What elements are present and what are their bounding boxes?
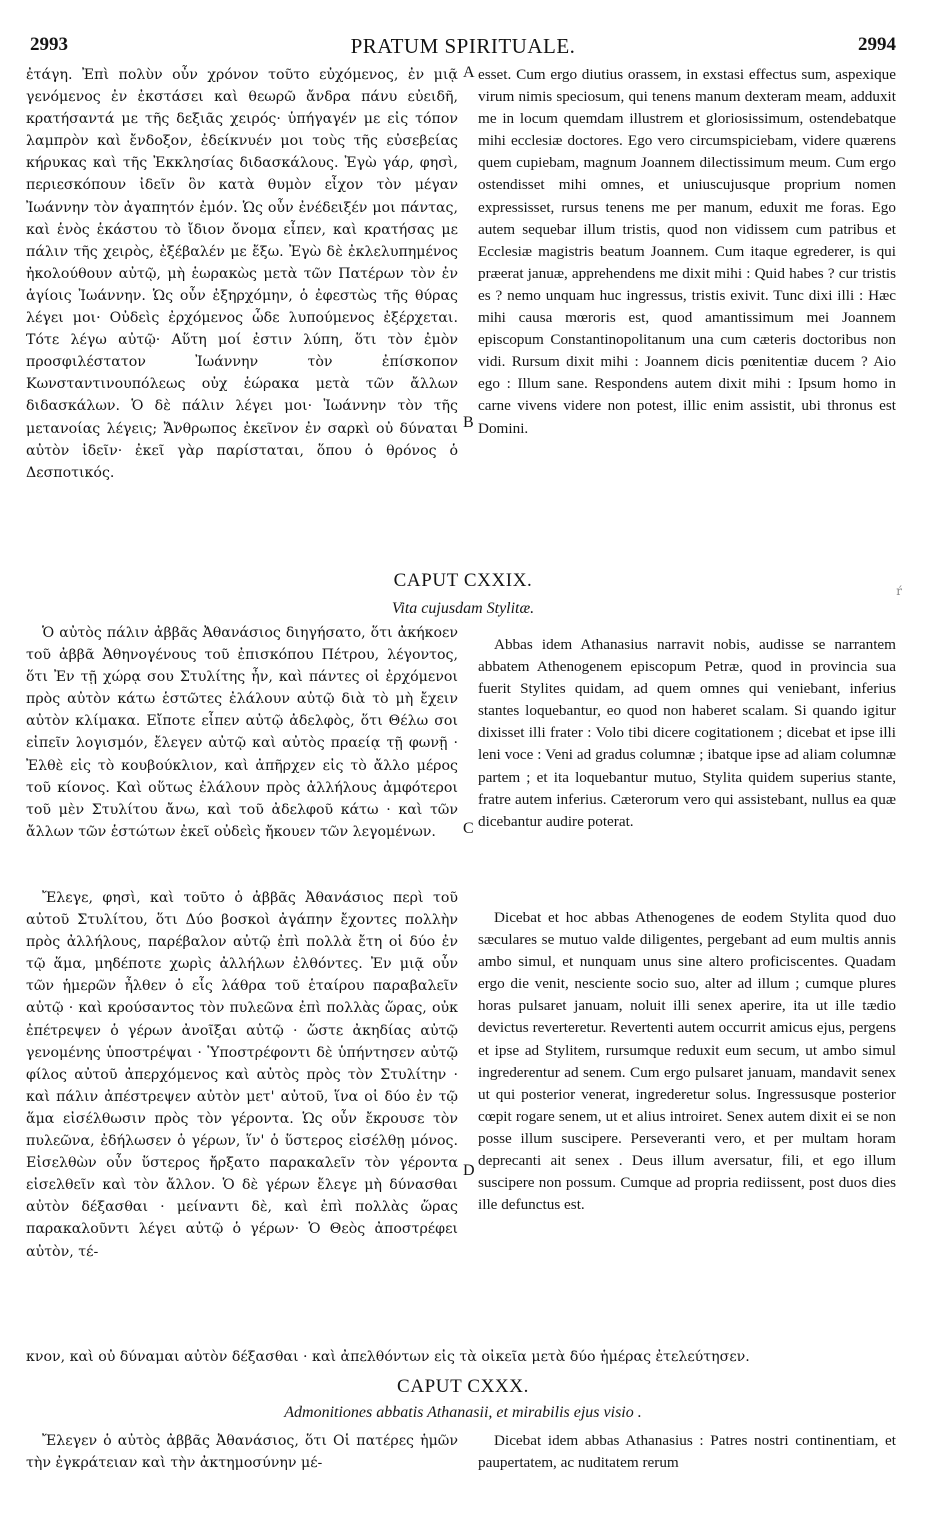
latin-column-2a xyxy=(478,634,896,833)
latin-paragraph: Dicebat et hoc abbas Athenogenes de eodem Stylita quod duo sæculares se mutuo valde diligentes, pergebant ad eum multis annis ambo simul, et nunquam unus sine altero proficiscentes. Quadam ergo die venit, nesciente socio suo, alter ad illum ; cumque plures horas pulsaret januam, noluit illi senex aperire, ita ut ille tædio devictus reverteretur. Revertenti autem occurrit amicus ejus, pergens et ipse ad Stylitem, rursumque reduxit eum secum, ut ambo simul ingrederentur ad senem. Cum ergo pulsaret januam, mandavit senex ut qui posterior venerat, ingrederetur solus. Ingressusque posterior cœpit rogare senem, ut et alius introiret. Senex autem dixit ei se non posse illum suscipere. Perseveranti vero, et per multam horam deprecanti ait senex . Deus illum aversatur, fili, et ego illum suscipere non possum. Cumque ad propria rediissent, post duos dies ille defunctus est. xyxy=(478,909,896,1214)
chapter-subtitle-cxxx: Admonitiones abbatis Athanasii, et mirabilis ejus visio . xyxy=(284,1404,642,1421)
greek-paragraph: Ἔλεγε, φησὶ, καὶ τοῦτο ὁ ἀββᾶς Ἀθανάσιος περὶ τοῦ αὐτοῦ Στυλίτου, ὅτι Δύο βοσκοὶ ἀγάπην ἔχοντες πολλὴν πρὸς ἀλλήλους, παρέβαλον αὐτῷ ἐπὶ πολλὰ ἔτη οἱ δύο ἐν τῷ ἅμα, μηδέποτε χωρὶς ἀλλήλων ἐλθόντες. Ἐν μιᾷ οὖν τῶν ἡμερῶν ἦλθεν ὁ εἷς λάθρα τοῦ ἑταίρου παραβαλεῖν αὐτῷ · καὶ κρούσαντος τὸν πυλεῶνα ἐπὶ πολλὰς ὥρας, οὐκ ἐπέτρεψεν ὁ γέρων ἀνοῖξαι αὐτῷ · ὥστε ἀκηδίας αὐτῷ γενομένης ὑποστρέψαι · Ὑποστρέφοντι δὲ ὑπήντησεν αὐτῷ φίλος αὐτοῦ ἀπερχόμενος καὶ αὐτὸς πρὸς τὸν Στυλίτην · καὶ πάλιν ἀπέστρεψεν αὐτὸν μετ' αὐτοῦ, ἵνα οἱ δύο ἐν τῷ ἅμα εἰσέλθωσιν πρὸς τὸν γέροντα. Ὡς οὖν ἔκρουσε τὸν πυλεῶνα, ἐδήλωσεν ὁ γέρων, ἵν' ὁ ὕστερος εἰσέλθῃ μόνος. Εἰσελθὼν οὖν ὕστερος ἤρξατο παρακαλεῖν τὸν γέροντα εἰσελθεῖν καὶ τὸν ἄλλον. Ὁ δὲ γέρων ἔλεγε μὴ δύνασθαι αὐτὸν δέξασθαι · μείναντι δὲ, καὶ ἐπὶ πολλὰς ὥρας παρακαλοῦντι λέγει αὐτῷ ὁ γέρων· Ὁ Θεὸς ἀποστρέφει αὐτὸν, τέ- xyxy=(26,890,458,1260)
latin-column-2b xyxy=(478,907,896,1216)
latin-paragraph: esset. Cum ergo diutius orassem, in exstasi effectus sum, aspexique virum nimis speciosum, qui tenens manum dexteram meam, adduxit me in locum quemdam illustrem et gloriosissimum, ostendebatque mihi ecclesiæ doctores. Ego vero circumspiciebam, videre quærens quem cupiebam, magnum Joannem dilectissimum meum. Cum ergo ostendisset mihi omnes, et uniuscujusque proprium nomen expressisset, rursus tenens me per manum, eduxit me foras. Ego autem sequebar illum tristis, quod non vidissem cum patribus et Ecclesiæ magistris beatum Joannem. Cum itaque egrederer, is qui præerat januæ, apprehendens me dixit mihi : Quid habes ? cur tristis es ? nemo unquam huc ingressus, tristis exivit. Tunc dixi illi : Hæc mihi causa mœroris est, quod amantissimum mei Joannem episcopum Constantinopolitanum una cum cæteris doctoribus non vidi. Rursum dixit mihi : Joannem dicis pœnitentiæ ducem ? Aio ego : Illum sane. Respondens autem dixit mihi : Ipsum homo in carne vivens videre non potest, illic enim assistit, ubi thronus est Domini. xyxy=(478,66,896,437)
chapter-heading-cxxx: CAPUT CXXX. xyxy=(397,1376,529,1397)
latin-column-1 xyxy=(478,64,896,440)
greek-column-3 xyxy=(26,1430,458,1474)
chapter-heading-cxxix: CAPUT CXXIX. xyxy=(393,570,533,591)
stray-mark: ŕ xyxy=(896,584,902,598)
greek-column-1 xyxy=(26,64,458,484)
chapter-subtitle-cxxix: Vita cujusdam Stylitæ. xyxy=(391,600,535,617)
greek-full-width-line: κνον, καὶ οὐ δύναμαι αὐτὸν δέξασθαι · καὶ ἀπελθόντων εἰς τὰ οἰκεῖα μετὰ δύο ἡμέρας ἐτελεύτησεν. xyxy=(26,1349,750,1365)
greek-paragraph: ἐτάγη. Ἐπὶ πολὺν οὖν χρόνον τοῦτο εὐχόμενος, ἐν μιᾷ γενόμενος ἐν ἐκστάσει καὶ θεωρῶ ἄνδρα πάνυ εὐειδῆ, κρατήσαντά με τῆς δεξιᾶς χειρός· ὑπήγαγέν με εἰς τόπον λαμπρὸν καὶ ἔνδοξον, ἐδείκνυέν μοι τοὺς τῆς εὐσεβείας κήρυκας καὶ τῆς Ἐκκλησίας διδασκάλους. Ἐγὼ γάρ, φησὶ, περιεσκόπουν ἰδεῖν ὃν κατὰ θυμὸν εἶχον τὸν μέγαν Ἰωάννην τὸν ἀγαπητόν ἐμόν. Ὡς οὖν ἐνέδειξέν μοι πάντας, καὶ ἑνὸς ἑκάστου τὸ ἴδιον ὄνομα εἶπεν, καὶ κρατήσας με πάλιν τῆς χειρὸς, ἐξέβαλέν με ἔξω. Ἐγὼ δὲ ἐκλελυπημένος ἠκολούθουν αὐτῷ, μὴ ἑωρακὼς μετὰ τῶν Πατέρων τὸν ἐν ἁγίοις Ἰωάννην. Ὡς οὖν ἐξηρχόμην, ὁ ἐφεστὼς τῆς θύρας λέγει μοι· Οὐδεὶς ἐρχόμενος ὧδε λυπούμενος ἐξέρχεται. Τότε λέγω αὐτῷ· Αὕτη μοί ἐστιν λύπη, ὅτι τὸν ἐμὸν προσφιλέστατον Ἰωάννην τὸν ἐπίσκοπον Κωνσταντινουπόλεως οὐχ ἑώρακα μετὰ τῶν ἄλλων διδασκάλων. Ὁ δὲ πάλιν λέγει μοι· Ἰωάννην τὸν τῆς μετανοίας λέγεις; Ἄνθρωπος ἐκεῖνον ἐν σαρκὶ οὐ δύναται αὐτὸν ἰδεῖν· ἐκεῖ γὰρ παρίσταται, ὅπου ὁ θρόνος ὁ Δεσποτικός. xyxy=(26,67,458,481)
greek-column-2b xyxy=(26,887,458,1263)
greek-paragraph: Ἔλεγεν ὁ αὐτὸς ἀββᾶς Ἀθανάσιος, ὅτι Οἱ πατέρες ἡμῶν τὴν ἐγκράτειαν καὶ τὴν ἀκτημοσύνην μέ- xyxy=(26,1433,458,1472)
greek-column-2a xyxy=(26,622,458,843)
greek-paragraph: Ὁ αὐτὸς πάλιν ἀββᾶς Ἀθανάσιος διηγήσατο, ὅτι ἀκήκοεν τοῦ ἀββᾶ Ἀθηνογένους τοῦ ἐπισκόπου Πέτρου, λέγοντος, ὅτι Ἐν τῇ χώρᾳ σου Στυλίτης ἦν, καὶ πάντες οἱ ἐρχόμενοι πρὸς αὐτὸν κάτω ἑστῶτες ἐλάλουν αὐτῷ διὰ τὸ μὴ ἔχειν αὐτὸν κλίμακα. Εἴποτε εἶπεν αὐτῷ ἀδελφὸς, ὅτι Θέλω σοι εἰπεῖν λογισμόν, ἔλεγεν αὐτῷ καὶ αὐτὸς πραείᾳ τῇ φωνῇ · Ἐλθὲ εἰς τὸ κουβούκλιον, καὶ ἀπῆρχεν εἰς τὸ ἄλλο μέρος τοῦ κίονος. Καὶ οὕτως ἐλάλουν πρὸς ἀλλήλους ἀμφότεροι τοῦ μὲν Στυλίτου ἄνω, καὶ τοῦ ἀδελφοῦ κάτω · καὶ τῶν ἄλλων τῶν ἑστώτων ἐκεῖ οὐδεὶς ἤκουεν τῶν λεγομένων. xyxy=(26,625,458,840)
margin-mark-c: C xyxy=(463,820,474,837)
running-title: PRATUM SPIRITUALE. xyxy=(350,34,576,58)
running-header xyxy=(30,34,896,60)
margin-mark-d: D xyxy=(463,1162,475,1179)
page-number-right: 2994 xyxy=(858,34,896,55)
margin-mark-b: B xyxy=(463,414,474,431)
latin-paragraph: Dicebat idem abbas Athanasius : Patres nostri continentiam, et paupertatem, ac nuditatem rerum xyxy=(478,1432,896,1472)
latin-column-3 xyxy=(478,1430,896,1474)
latin-paragraph: Abbas idem Athanasius narravit nobis, audisse se narrantem abbatem Athenogenem episcopum Petræ, quod in provincia sua fuerit Stylites quidam, ad quem omnes qui veniebant, inferius stantes loquebantur, eo quod non haberet scalam. Si quando igitur dixisset illi frater : Volo tibi dicere cogitationem ; dicebat et ipse illi leni voce : Veni ad gradus columnæ ; ibatque ipse ad aliam columnæ partem ; et ita loquebantur mutuo, Stylita quidem superius stante, fratre autem inferius. Cæterorum vero qui assistebant, nullus ea quæ dicebantur audire poterat. xyxy=(478,636,896,830)
page-number-left: 2993 xyxy=(30,34,68,55)
margin-mark-a: A xyxy=(463,64,475,81)
